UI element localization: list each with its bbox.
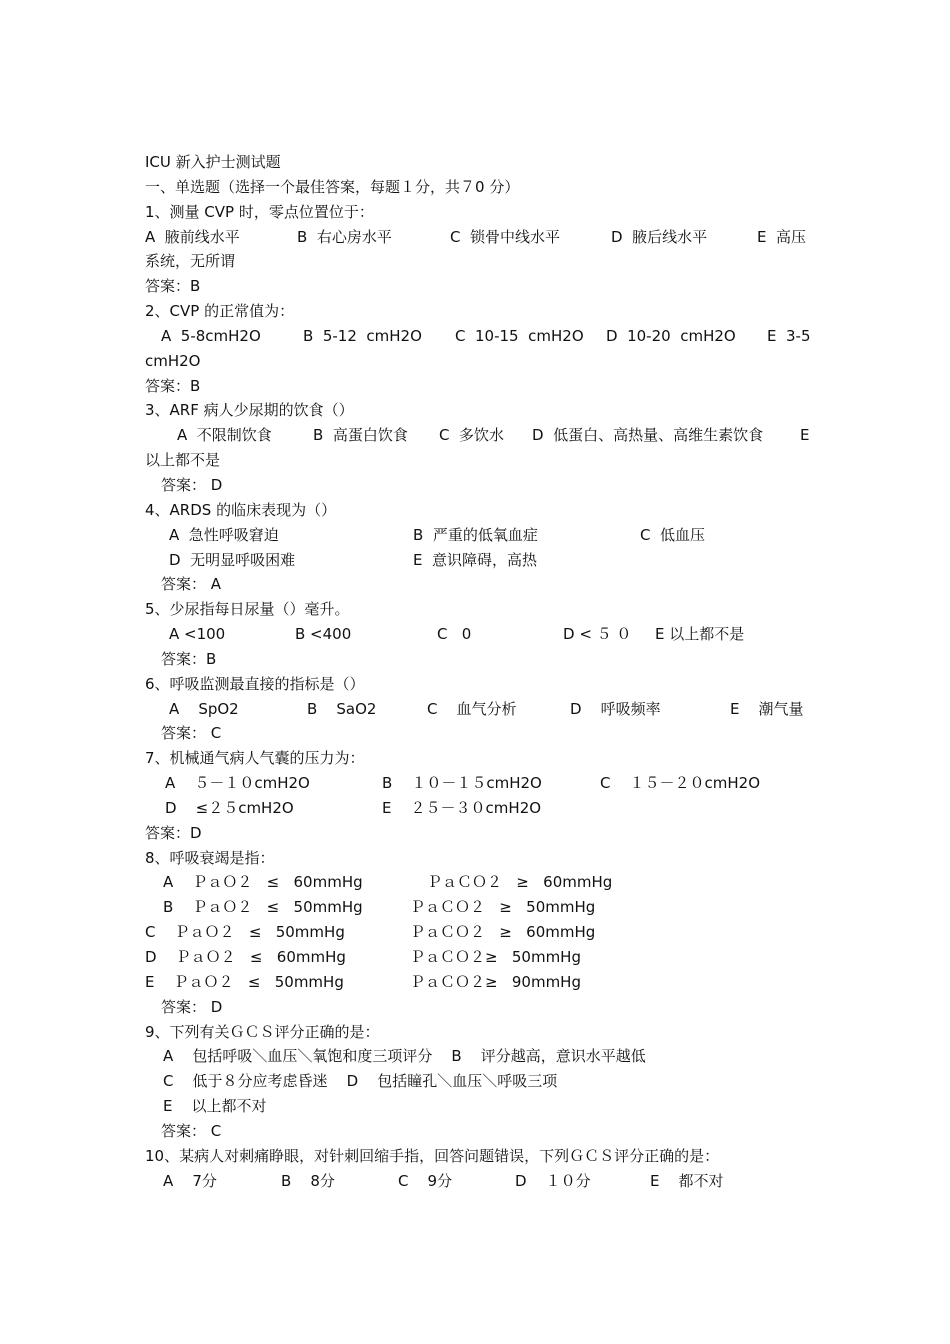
option-d: D 腋后线水平	[611, 227, 708, 246]
option-c: C 低血压	[640, 525, 706, 544]
option-e: E 3-5	[767, 326, 811, 345]
option-d: D １０分	[515, 1171, 591, 1190]
option-e: E ２５－３０cmH2O	[382, 798, 542, 817]
question-7-options-row2	[145, 796, 810, 821]
question-3-continuation: 以上都不是	[145, 451, 221, 470]
question-4-answer: 答案： A	[161, 575, 222, 594]
question-1-options	[145, 225, 810, 250]
option-c: C 10-15 cmH2O	[455, 326, 584, 345]
question-8-option-row	[145, 870, 810, 895]
option-right: ＰａＣＯ２ ≥ 60mmHg	[410, 923, 596, 942]
option-a: A 腋前线水平	[145, 227, 240, 246]
option-right: ＰａＣＯ２ ≥ 50mmHg	[410, 898, 596, 917]
option-d: D 10-20 cmH2O	[606, 326, 736, 345]
option-c: C 多饮水	[439, 426, 505, 445]
option-e: E 意识障碍，高热	[413, 550, 538, 569]
question-9-options-row2: C 低于８分应考虑昏迷 D 包括瞳孔＼血压＼呼吸三项	[163, 1072, 558, 1091]
question-2-answer: 答案：B	[145, 376, 201, 395]
question-2-continuation: cmH2O	[145, 351, 201, 370]
option-b: B １０－１５cmH2O	[382, 774, 542, 793]
option-b: B 高蛋白饮食	[313, 426, 408, 445]
option-c: C 9分	[398, 1171, 453, 1190]
option-d: D 无明显呼吸困难	[169, 550, 296, 569]
question-6-stem: 6、呼吸监测最直接的指标是（）	[145, 674, 365, 693]
option-c: C 血气分析	[427, 699, 517, 718]
question-7-stem: 7、机械通气病人气囊的压力为：	[145, 749, 365, 768]
option-a: A ５－１０cmH2O	[165, 774, 310, 793]
question-7-options-row1	[145, 771, 810, 796]
option-left: C ＰａＯ２ ≤ 50mmHg	[145, 923, 345, 942]
question-7-answer: 答案：D	[145, 823, 202, 842]
option-right: ＰａＣＯ２≥ 50mmHg	[410, 948, 581, 966]
question-3-options	[145, 423, 810, 448]
option-e: E 高压	[757, 227, 807, 246]
section-heading: 一、单选题（选择一个最佳答案，每题１分，共７0 分）	[145, 177, 520, 196]
question-3-stem: 3、ARF 病人少尿期的饮食（）	[145, 401, 354, 420]
option-b: B SaO2	[307, 699, 377, 718]
question-10-stem: 10、某病人对刺痛睁眼，对针刺回缩手指，回答问题错误，下列ＧＣＳ评分正确的是：	[145, 1146, 720, 1165]
question-6-options	[145, 697, 810, 722]
question-9-options-row1: A 包括呼吸＼血压＼氧饱和度三项评分 B 评分越高，意识水平越低	[163, 1047, 646, 1066]
option-d: D 呼吸频率	[570, 699, 661, 718]
question-9-stem: 9、下列有关ＧＣＳ评分正确的是：	[145, 1022, 380, 1041]
option-b: B 严重的低氧血症	[413, 525, 538, 544]
question-1-continuation: 系统，无所谓	[145, 252, 236, 271]
option-a: A 5-8cmH2O	[161, 326, 261, 345]
question-1-answer: 答案：B	[145, 277, 201, 296]
question-9-answer: 答案： C	[161, 1121, 222, 1140]
option-left: E ＰａＯ２ ≤ 50mmHg	[145, 972, 344, 991]
option-right: ＰａＣＯ２≥ 90mmHg	[410, 972, 581, 991]
option-c: C 锁骨中线水平	[450, 227, 561, 246]
question-4-stem: 4、ARDS 的临床表现为（）	[145, 500, 337, 519]
option-c: C 0	[437, 625, 472, 644]
option-left: D ＰａＯ２ ≤ 60mmHg	[145, 948, 346, 966]
option-b: B 右心房水平	[297, 227, 392, 246]
option-a: A SpO2	[169, 699, 239, 718]
option-e: E 以上都不是	[655, 625, 745, 644]
option-left: B ＰａＯ２ ≤ 50mmHg	[163, 898, 363, 917]
question-4-options-row1	[145, 523, 810, 548]
question-2-options	[145, 324, 810, 349]
option-e: E	[800, 426, 810, 445]
option-e: E 潮气量	[730, 699, 804, 718]
document-body	[145, 150, 810, 1193]
option-d: D 低蛋白、高热量、高维生素饮食	[532, 426, 764, 445]
question-3-answer: 答案： D	[161, 475, 223, 494]
option-b: B 8分	[281, 1171, 335, 1190]
question-5-options	[145, 622, 810, 647]
question-4-options-row2	[145, 548, 810, 573]
question-8-option-row	[145, 895, 810, 920]
question-8-stem: 8、呼吸衰竭是指：	[145, 848, 275, 867]
option-a: A 不限制饮食	[177, 426, 272, 445]
option-b: B <400	[295, 625, 352, 644]
question-8-option-row	[145, 920, 810, 945]
question-6-answer: 答案： C	[161, 724, 222, 743]
question-5-stem: 5、少尿指每日尿量（）毫升。	[145, 600, 350, 619]
option-c: C １５－２０cmH2O	[600, 774, 761, 793]
question-8-option-row	[145, 945, 810, 970]
option-d: D ≤２５cmH2O	[165, 798, 294, 817]
question-8-option-row	[145, 970, 810, 995]
question-1-stem: 1、测量 CVP 时，零点位置位于：	[145, 202, 374, 221]
question-8-answer: 答案： D	[161, 997, 223, 1016]
option-a: A <100	[169, 625, 226, 644]
option-a: A 急性呼吸窘迫	[169, 525, 279, 544]
option-a: A 7分	[163, 1171, 217, 1190]
question-10-options	[145, 1169, 810, 1194]
option-d: D < ５ ０	[563, 625, 632, 644]
option-e: E 都不对	[650, 1171, 724, 1190]
option-b: B 5-12 cmH2O	[303, 326, 422, 345]
question-2-stem: 2、CVP 的正常值为：	[145, 302, 295, 321]
option-left: A ＰａＯ２ ≤ 60mmHg	[163, 873, 363, 892]
question-9-options-row3: E 以上都不对	[163, 1097, 267, 1116]
doc-title: ICU 新入护士测试题	[145, 153, 281, 171]
option-right: ＰａＣＯ２ ≥ 60mmHg	[427, 873, 613, 892]
question-5-answer: 答案：B	[161, 649, 217, 668]
